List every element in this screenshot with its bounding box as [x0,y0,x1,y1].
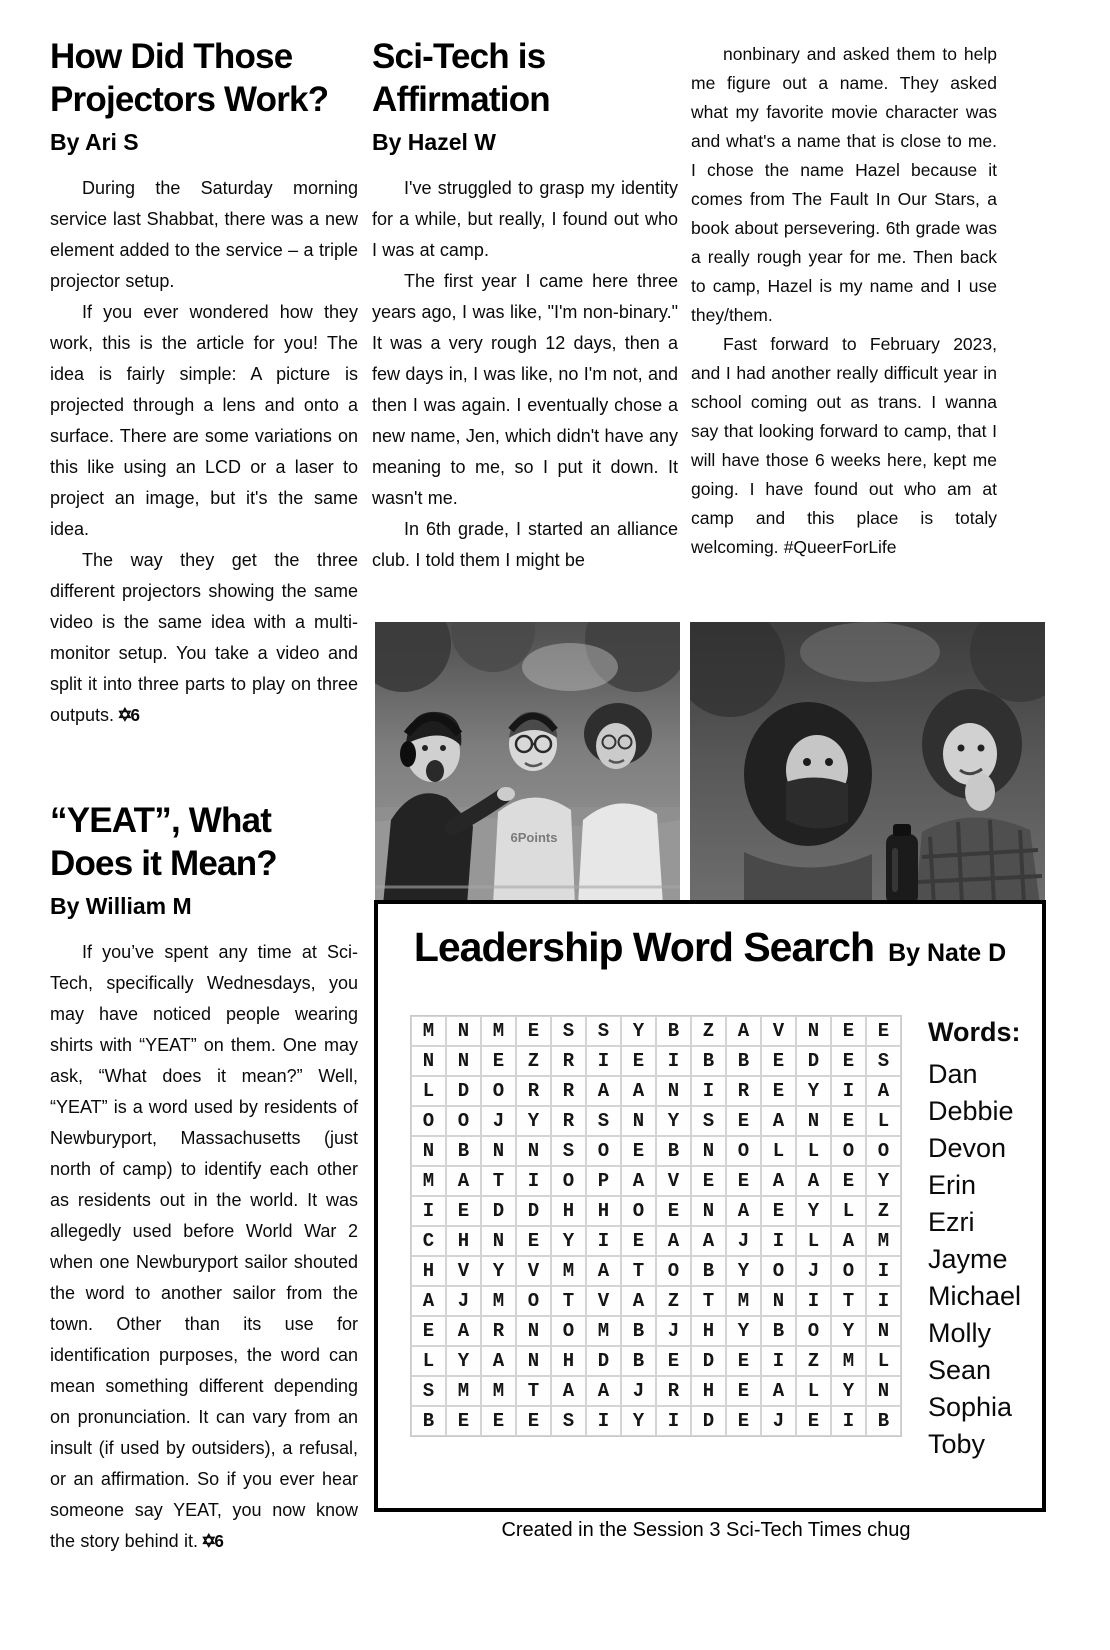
word-search-cell: B [866,1406,901,1436]
word-search-cell: A [761,1376,796,1406]
word-search-cell: A [621,1166,656,1196]
word-search [374,900,1046,1512]
word-search-cell: E [831,1016,866,1046]
word-search-cell: N [621,1106,656,1136]
word-search-cell: S [866,1046,901,1076]
word-search-cell: N [691,1196,726,1226]
word-search-cell: E [726,1346,761,1376]
word-search-cell: O [481,1076,516,1106]
word-list-item: Sophia [928,1392,1013,1422]
six-points-logo-mark: ✡6 [198,1531,222,1552]
word-search-cell: Y [446,1346,481,1376]
word-search-cell: E [831,1106,866,1136]
word-search-cell: A [446,1166,481,1196]
word-search-cell: Y [621,1406,656,1436]
word-list-item: Sean [928,1355,992,1385]
word-search-cell: A [761,1106,796,1136]
word-search-cell: J [796,1256,831,1286]
word-search-cell: N [866,1376,901,1406]
word-search-cell: L [796,1226,831,1256]
word-search-cell: O [551,1166,586,1196]
word-search-cell: L [796,1136,831,1166]
word-search-cell: E [516,1226,551,1256]
word-search-cell: N [446,1046,481,1076]
word-search-cell: A [411,1286,446,1316]
article-affirmation-continued [691,40,997,618]
word-search-cell: I [831,1406,866,1436]
word-search-cell: Y [516,1106,551,1136]
word-search-cell: O [866,1136,901,1166]
word-search-cell: I [586,1226,621,1256]
word-list-item: Devon [928,1133,1007,1163]
word-search-cell: Y [726,1316,761,1346]
word-search-cell: S [551,1406,586,1436]
word-search-cell: D [516,1196,551,1226]
word-search-cell: B [411,1406,446,1436]
paragraph: In 6th grade, I started an alliance club. I told them I might be [372,519,678,571]
article-yeat-byline: By William M [50,893,192,920]
article-projectors [50,36,358,788]
six-points-logo-mark: ✡6 [114,705,138,726]
word-search-cell: R [551,1076,586,1106]
word-search-cell: J [621,1376,656,1406]
word-search-cell: N [411,1046,446,1076]
word-search-cell: L [866,1106,901,1136]
word-search-cell: Z [516,1046,551,1076]
word-search-cell: E [866,1016,901,1046]
photo-campers-lying-image [690,622,1045,905]
word-search-cell: O [761,1256,796,1286]
word-search-cell: Y [621,1016,656,1046]
word-search-cell: M [481,1376,516,1406]
word-search-cell: M [446,1376,481,1406]
word-list-item: Erin [928,1170,977,1200]
word-search-cell: V [516,1256,551,1286]
word-search-cell: R [726,1076,761,1106]
word-search-cell: I [411,1196,446,1226]
word-search-cell: A [656,1226,691,1256]
article-affirmation-title: Sci-Tech is Affirmation [372,37,550,119]
word-search-cell: A [726,1196,761,1226]
photo-campers-sitting-image [375,622,680,905]
word-search-cell: T [831,1286,866,1316]
article-affirmation [372,36,678,616]
word-search-cell: N [656,1076,691,1106]
word-search-cell: D [446,1076,481,1106]
word-search-title: Leadership Word Search [413,924,875,970]
word-search-cell: M [411,1016,446,1046]
word-search-cell: T [621,1256,656,1286]
word-search-word-list [928,1015,1021,1463]
paragraph: The first year I came here three years ago, I was like, "I'm non-binary." It was a very rough 12 days, then a few days in, I was like, no I'm not, and then I was again. I eventually chose a new name, Jen, which didn't have any meaning to me, so I put it down. It wasn't me. [372,271,678,509]
word-search-cell: M [726,1286,761,1316]
word-search-cell: E [726,1376,761,1406]
word-search-cell: D [481,1196,516,1226]
words-label: Words: [928,1017,1021,1047]
word-search-cell: H [586,1196,621,1226]
word-search-cell: R [551,1046,586,1076]
word-search-cell: E [481,1046,516,1076]
word-search-cell: A [551,1376,586,1406]
word-list-item: Jayme [928,1244,1008,1274]
word-search-cell: D [691,1346,726,1376]
word-search-cell: M [481,1016,516,1046]
word-search-cell: Y [796,1076,831,1106]
word-search-cell: T [551,1286,586,1316]
word-search-cell: H [551,1196,586,1226]
word-search-cell: Y [656,1106,691,1136]
word-search-cell: V [586,1286,621,1316]
word-search-cell: Z [866,1196,901,1226]
word-search-cell: H [691,1316,726,1346]
word-search-cell: B [691,1046,726,1076]
paragraph: During the Saturday morning service last Shabbat, there was a new element added to the service – a triple projector setup. [50,178,358,292]
word-search-cell: V [446,1256,481,1286]
word-search-cell: E [691,1166,726,1196]
word-search-grid [410,1015,902,1437]
word-search-cell: Y [831,1376,866,1406]
word-list-item: Molly [928,1318,992,1348]
word-search-cell: R [656,1376,691,1406]
word-search-content [410,1015,1042,1463]
word-search-cell: E [726,1166,761,1196]
word-list-item: Michael [928,1281,1022,1311]
word-search-cell: A [866,1076,901,1106]
word-search-cell: E [411,1316,446,1346]
word-search-byline: By Nate D [888,939,1007,967]
word-search-cell: I [761,1226,796,1256]
word-list-item: Toby [928,1429,986,1459]
word-search-cell: N [481,1136,516,1166]
word-search-cell: O [831,1256,866,1286]
word-search-cell: R [481,1316,516,1346]
word-list [928,1056,1021,1463]
word-search-cell: I [586,1046,621,1076]
article-affirmation-body-col1 [372,173,678,576]
word-search-cell: M [866,1226,901,1256]
word-search-cell: N [761,1286,796,1316]
svg-text:6Points: 6Points [510,830,558,845]
word-search-cell: E [621,1226,656,1256]
word-search-cell: O [551,1316,586,1346]
word-search-cell: E [726,1406,761,1436]
word-search-cell: E [761,1046,796,1076]
word-search-cell: C [411,1226,446,1256]
article-yeat [50,800,358,1620]
word-search-cell: O [656,1256,691,1286]
photo-campers-lying [690,622,1045,905]
paragraph: nonbinary and asked them to help me figure out a name. They asked what my favorite movie character was and what's a name that is close to me. I chose the name Hazel because it comes from The Fault In Our Stars, a book about persevering. 6th grade was a really rough year for me. Then back to camp, Hazel is my name and I use they/them. [691,44,997,325]
word-search-cell: I [656,1046,691,1076]
word-search-cell: L [411,1346,446,1376]
word-search-cell: P [586,1166,621,1196]
word-list-item: Debbie [928,1096,1014,1126]
word-search-cell: I [761,1346,796,1376]
word-search-cell: N [516,1136,551,1166]
word-search-cell: I [586,1406,621,1436]
word-search-cell: S [586,1016,621,1046]
word-search-cell: D [691,1406,726,1436]
word-search-cell: S [551,1016,586,1046]
word-search-cell: J [656,1316,691,1346]
word-search-cell: L [761,1136,796,1166]
word-search-cell: A [796,1166,831,1196]
word-search-cell: I [866,1286,901,1316]
word-search-cell: N [446,1016,481,1046]
word-search-cell: A [621,1286,656,1316]
word-search-cell: A [761,1166,796,1196]
word-search-cell: E [831,1166,866,1196]
word-search-cell: A [586,1256,621,1286]
word-search-cell: E [621,1136,656,1166]
word-search-cell: Y [551,1226,586,1256]
word-search-cell: O [726,1136,761,1166]
article-affirmation-body-col2 [691,40,997,562]
word-search-cell: O [831,1136,866,1166]
paragraph: The way they get the three different projectors showing the same video is the same idea with a multi-monitor setup. You take a video and split it into three parts to play on three outputs. ✡6 [50,550,358,726]
word-search-cell: I [831,1076,866,1106]
word-search-cell: S [691,1106,726,1136]
article-projectors-byline: By Ari S [50,129,139,156]
photo-row [375,622,1045,905]
word-search-cell: N [691,1136,726,1166]
word-search-cell: B [726,1046,761,1076]
word-search-cell: M [481,1286,516,1316]
word-search-cell: Y [481,1256,516,1286]
word-search-cell: E [831,1046,866,1076]
word-search-cell: Z [796,1346,831,1376]
word-search-cell: N [866,1316,901,1346]
word-search-cell: A [586,1376,621,1406]
article-yeat-title: “YEAT”, What Does it Mean? [50,801,277,883]
word-search-cell: M [586,1316,621,1346]
article-projectors-body [50,173,358,731]
word-search-cell: N [411,1136,446,1166]
word-search-cell: O [411,1106,446,1136]
word-search-cell: M [411,1166,446,1196]
word-search-cell: L [866,1346,901,1376]
word-search-cell: Y [796,1196,831,1226]
word-search-cell: Y [866,1166,901,1196]
word-search-cell: H [411,1256,446,1286]
word-search-cell: B [621,1346,656,1376]
word-search-cell: N [481,1226,516,1256]
word-search-cell: R [551,1106,586,1136]
paragraph: If you ever wondered how they work, this is the article for you! The idea is fairly simple: A picture is projected through a lens and onto a surface. There are some variations on this like using an LCD or a laser to project an image, but it's the same idea. [50,302,358,540]
word-list-item: Dan [928,1059,978,1089]
word-search-cell: B [691,1256,726,1286]
word-search-cell: A [446,1316,481,1346]
word-search-cell: B [656,1136,691,1166]
word-search-cell: E [761,1196,796,1226]
word-search-cell: S [411,1376,446,1406]
word-search-cell: E [446,1196,481,1226]
word-search-cell: B [656,1016,691,1046]
word-search-cell: V [656,1166,691,1196]
word-search-cell: I [691,1076,726,1106]
word-search-cell: T [481,1166,516,1196]
word-search-cell: L [796,1376,831,1406]
word-search-cell: T [516,1376,551,1406]
word-search-cell: O [516,1286,551,1316]
word-search-cell: E [516,1016,551,1046]
article-projectors-title: How Did Those Projectors Work? [50,37,329,119]
word-search-cell: Z [691,1016,726,1046]
word-search-cell: E [726,1106,761,1136]
word-search-header [378,904,1042,971]
paragraph: If you’ve spent any time at Sci-Tech, specifically Wednesdays, you may have noticed people wearing shirts with “YEAT” on them. One may ask, “What does it mean?” Well, “YEAT” is a word used by residents of Newburyport, Massachusetts (just north of camp) to identify each other as residents out in the world. It was allegedly used before World War 2 when one Newburyport sailor shouted the word to another sailor from the town. Other than its use for identification purposes, the word can mean something different depending on pronunciation. It can vary from an insult (if used by outsiders), a refusal, or an affirmation. So if you ever hear someone say YEAT, you now know the story behind it. ✡6 [50,942,358,1552]
word-search-cell: A [831,1226,866,1256]
word-search-cell: J [726,1226,761,1256]
word-search-cell: V [761,1016,796,1046]
word-search-cell: H [551,1346,586,1376]
word-search-cell: Y [726,1256,761,1286]
word-search-cell: D [586,1346,621,1376]
article-yeat-body [50,937,358,1557]
word-search-cell: Y [831,1316,866,1346]
paragraph: I've struggled to grasp my identity for a while, but really, I found out who I was at camp. [372,178,678,261]
word-search-cell: N [796,1106,831,1136]
word-search-cell: N [516,1346,551,1376]
word-search-cell: A [726,1016,761,1046]
word-search-cell: A [691,1226,726,1256]
word-search-cell: B [761,1316,796,1346]
word-search-cell: L [411,1076,446,1106]
word-search-cell: L [831,1196,866,1226]
word-search-cell: B [446,1136,481,1166]
photo-campers-sitting [375,622,680,905]
word-search-cell: E [656,1196,691,1226]
word-search-cell: I [516,1166,551,1196]
word-search-cell: B [621,1316,656,1346]
word-search-cell: H [691,1376,726,1406]
word-search-cell: D [796,1046,831,1076]
footer-caption: Created in the Session 3 Sci-Tech Times chug [501,1519,911,1541]
article-affirmation-byline: By Hazel W [372,129,496,156]
word-search-cell: N [796,1016,831,1046]
word-search-cell: E [516,1406,551,1436]
word-search-cell: Z [656,1286,691,1316]
paragraph: Fast forward to February 2023, and I had another really difficult year in school coming out as trans. I wanna say that looking forward to camp, that I will have those 6 weeks here, kept me going. I have found out who am at camp and this place is totaly welcoming. #QueerForLife [691,334,997,557]
word-search-cell: O [586,1136,621,1166]
word-search-cell: A [481,1346,516,1376]
word-list-item: Ezri [928,1207,975,1237]
word-search-cell: A [621,1076,656,1106]
word-search-cell: E [446,1406,481,1436]
word-search-cell: M [551,1256,586,1286]
word-search-cell: H [446,1226,481,1256]
word-search-cell: I [866,1256,901,1286]
word-search-cell: E [761,1076,796,1106]
word-search-cell: S [551,1136,586,1166]
word-search-cell: O [621,1196,656,1226]
word-search-cell: A [586,1076,621,1106]
word-search-cell: E [656,1346,691,1376]
word-search-cell: S [586,1106,621,1136]
word-search-cell: N [516,1316,551,1346]
word-search-cell: O [446,1106,481,1136]
word-search-cell: E [481,1406,516,1436]
word-search-cell: J [446,1286,481,1316]
word-search-cell: I [656,1406,691,1436]
word-search-cell: O [796,1316,831,1346]
word-search-cell: E [796,1406,831,1436]
word-search-cell: R [516,1076,551,1106]
word-search-cell: E [621,1046,656,1076]
word-search-cell: M [831,1346,866,1376]
word-search-cell: J [481,1106,516,1136]
word-search-cell: I [796,1286,831,1316]
word-search-cell: J [761,1406,796,1436]
word-search-cell: T [691,1286,726,1316]
